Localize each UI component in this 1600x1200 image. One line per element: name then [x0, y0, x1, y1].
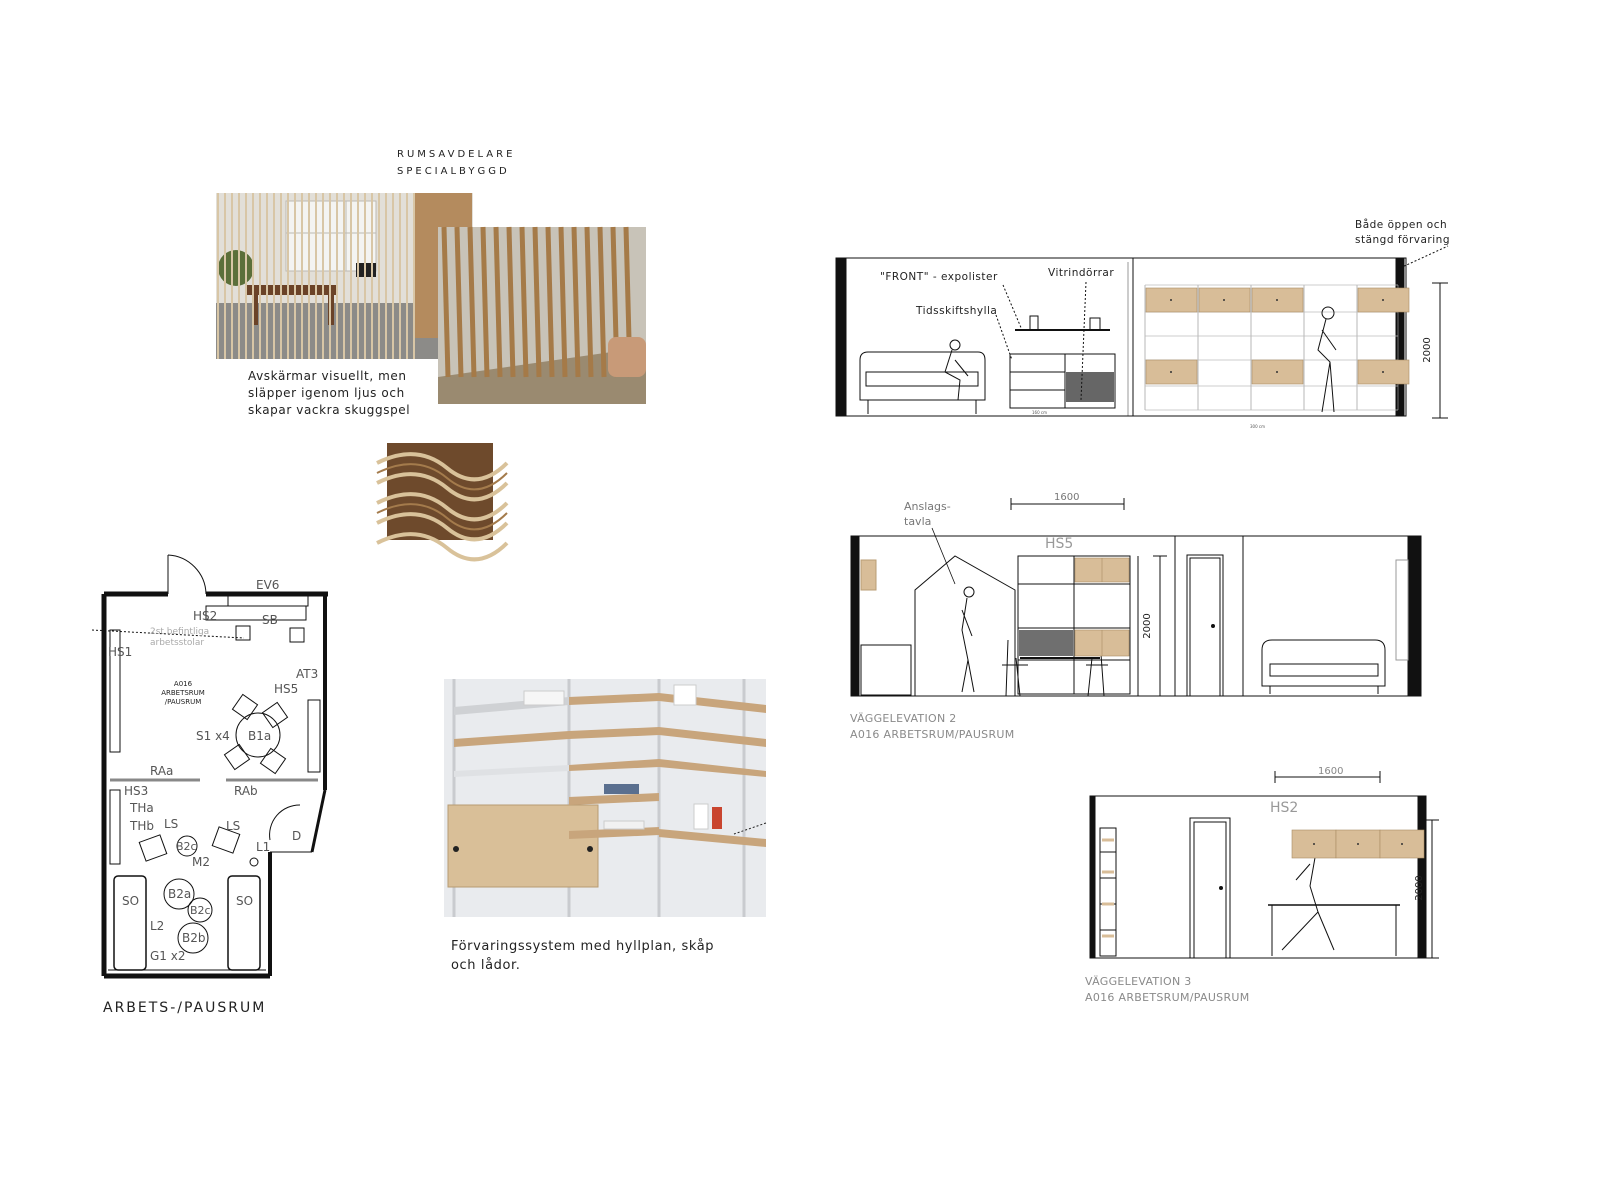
plan-label-b2b: B2b [182, 931, 206, 945]
plan-room-name-1: ARBETSRUM [161, 689, 205, 697]
plan-room-code: A016 [173, 680, 193, 688]
elev1-storage-note-1: Både öppen och [1355, 219, 1448, 231]
floor-plan [92, 550, 342, 980]
plan-label-b2c-1: B2c [176, 840, 197, 853]
elev3-width-dim: 1600 [1318, 766, 1344, 777]
elev3-title-line2: A016 ARBETSRUM/PAUSRUM [1085, 991, 1250, 1004]
elev2-title [850, 711, 1015, 743]
elev1-small-dim-2: 300 cm [1250, 424, 1266, 429]
rope-closeup-photo [438, 227, 646, 404]
elev1-storage-note-2: stängd förvaring [1355, 234, 1450, 246]
elev1-tidskrift-label: Tidsskiftshylla [916, 305, 998, 317]
plan-note-2: arbetsstolar [150, 638, 205, 648]
plan-room-name-2: /PAUSRUM [164, 698, 202, 706]
elev2-anslag-line1: Anslags- [904, 500, 951, 513]
plan-label-l2: L2 [150, 919, 165, 933]
storage-caption-line2: och lådor. [451, 958, 521, 973]
storage-caption-line1: Förvaringssystem med hyllplan, skåp [451, 939, 715, 954]
elev2-anslag-line2: tavla [904, 515, 932, 528]
plan-label-ev6: EV6 [256, 578, 280, 592]
plan-label-hs5: HS5 [274, 682, 299, 696]
rope-texture-illustration [387, 443, 493, 540]
plan-title: ARBETS-/PAUSRUM [103, 1000, 267, 1016]
elev1-height-dim: 2000 [1422, 337, 1433, 363]
plan-label-l1: L1 [256, 840, 271, 854]
plan-label-m2: M2 [192, 855, 210, 869]
plan-label-s1x4: S1 x4 [196, 729, 230, 743]
room-divider-caption-line3: skapar vackra skuggspel [248, 403, 411, 417]
storage-caption [451, 937, 714, 975]
storage-system-photo [444, 679, 766, 917]
elev3-height-dim: 2000 [1414, 875, 1425, 901]
plan-label-rab: RAb [234, 784, 258, 798]
plan-label-thb: THb [130, 819, 154, 833]
plan-label-raa: RAa [150, 764, 174, 778]
elev3-title [1085, 974, 1250, 1006]
plan-label-at3: AT3 [296, 667, 319, 681]
room-divider-caption [244, 366, 414, 421]
plan-label-d: D [292, 829, 302, 843]
plan-label-hs2: HS2 [193, 609, 218, 623]
plan-label-g1x2: G1 x2 [150, 949, 186, 963]
plan-label-ls-2: LS [226, 819, 241, 833]
rope-texture-photo [387, 443, 493, 540]
elev2-title-line2: A016 ARBETSRUM/PAUSRUM [850, 728, 1015, 741]
plan-label-b2a: B2a [168, 887, 192, 901]
plan-label-so-2: SO [236, 894, 254, 908]
plan-label-hs1: HS1 [108, 645, 133, 659]
plan-label-b1a: B1a [248, 729, 272, 743]
section-title-line1: RUMSAVDELARE [397, 149, 516, 160]
wall-elevation-3 [1080, 764, 1460, 974]
plan-note-1: 2st befintliga [150, 627, 210, 637]
plan-label-hs3: HS3 [124, 784, 149, 798]
plan-label-b2c-2: B2c [190, 904, 211, 917]
elev1-small-dim-1: 160 cm [1032, 410, 1048, 415]
rope-closeup-illustration [438, 227, 646, 404]
elev3-title-line1: VÄGGELEVATION 3 [1085, 975, 1192, 988]
office-photo-illustration [216, 193, 473, 359]
elev3-unit-label: HS2 [1270, 800, 1299, 816]
elev1-front-label: "FRONT" - expolister [880, 271, 998, 283]
elev2-height-dim: 2000 [1142, 613, 1153, 639]
plan-label-ls-1: LS [164, 817, 179, 831]
elev1-vitrin-label: Vitrindörrar [1048, 267, 1115, 279]
elev2-title-line1: VÄGGELEVATION 2 [850, 712, 957, 725]
elev2-unit-label: HS5 [1045, 536, 1074, 552]
elev2-width-dim: 1600 [1054, 492, 1080, 503]
plan-label-tha: THa [130, 801, 154, 815]
room-divider-caption-line1: Avskärmar visuellt, men [248, 369, 407, 383]
room-divider-caption-line2: släpper igenom ljus och [248, 386, 405, 400]
rope-divider-office-photo [216, 193, 473, 359]
section-title-line2: SPECIALBYGGD [397, 166, 510, 177]
wall-elevation-1 [835, 215, 1470, 429]
vitrin-door [1019, 630, 1073, 656]
plan-label-sb: SB [262, 613, 278, 627]
section-title [397, 146, 515, 180]
plan-label-so-1: SO [122, 894, 140, 908]
wall-elevation-2 [845, 490, 1430, 705]
storage-system-illustration [444, 679, 766, 917]
